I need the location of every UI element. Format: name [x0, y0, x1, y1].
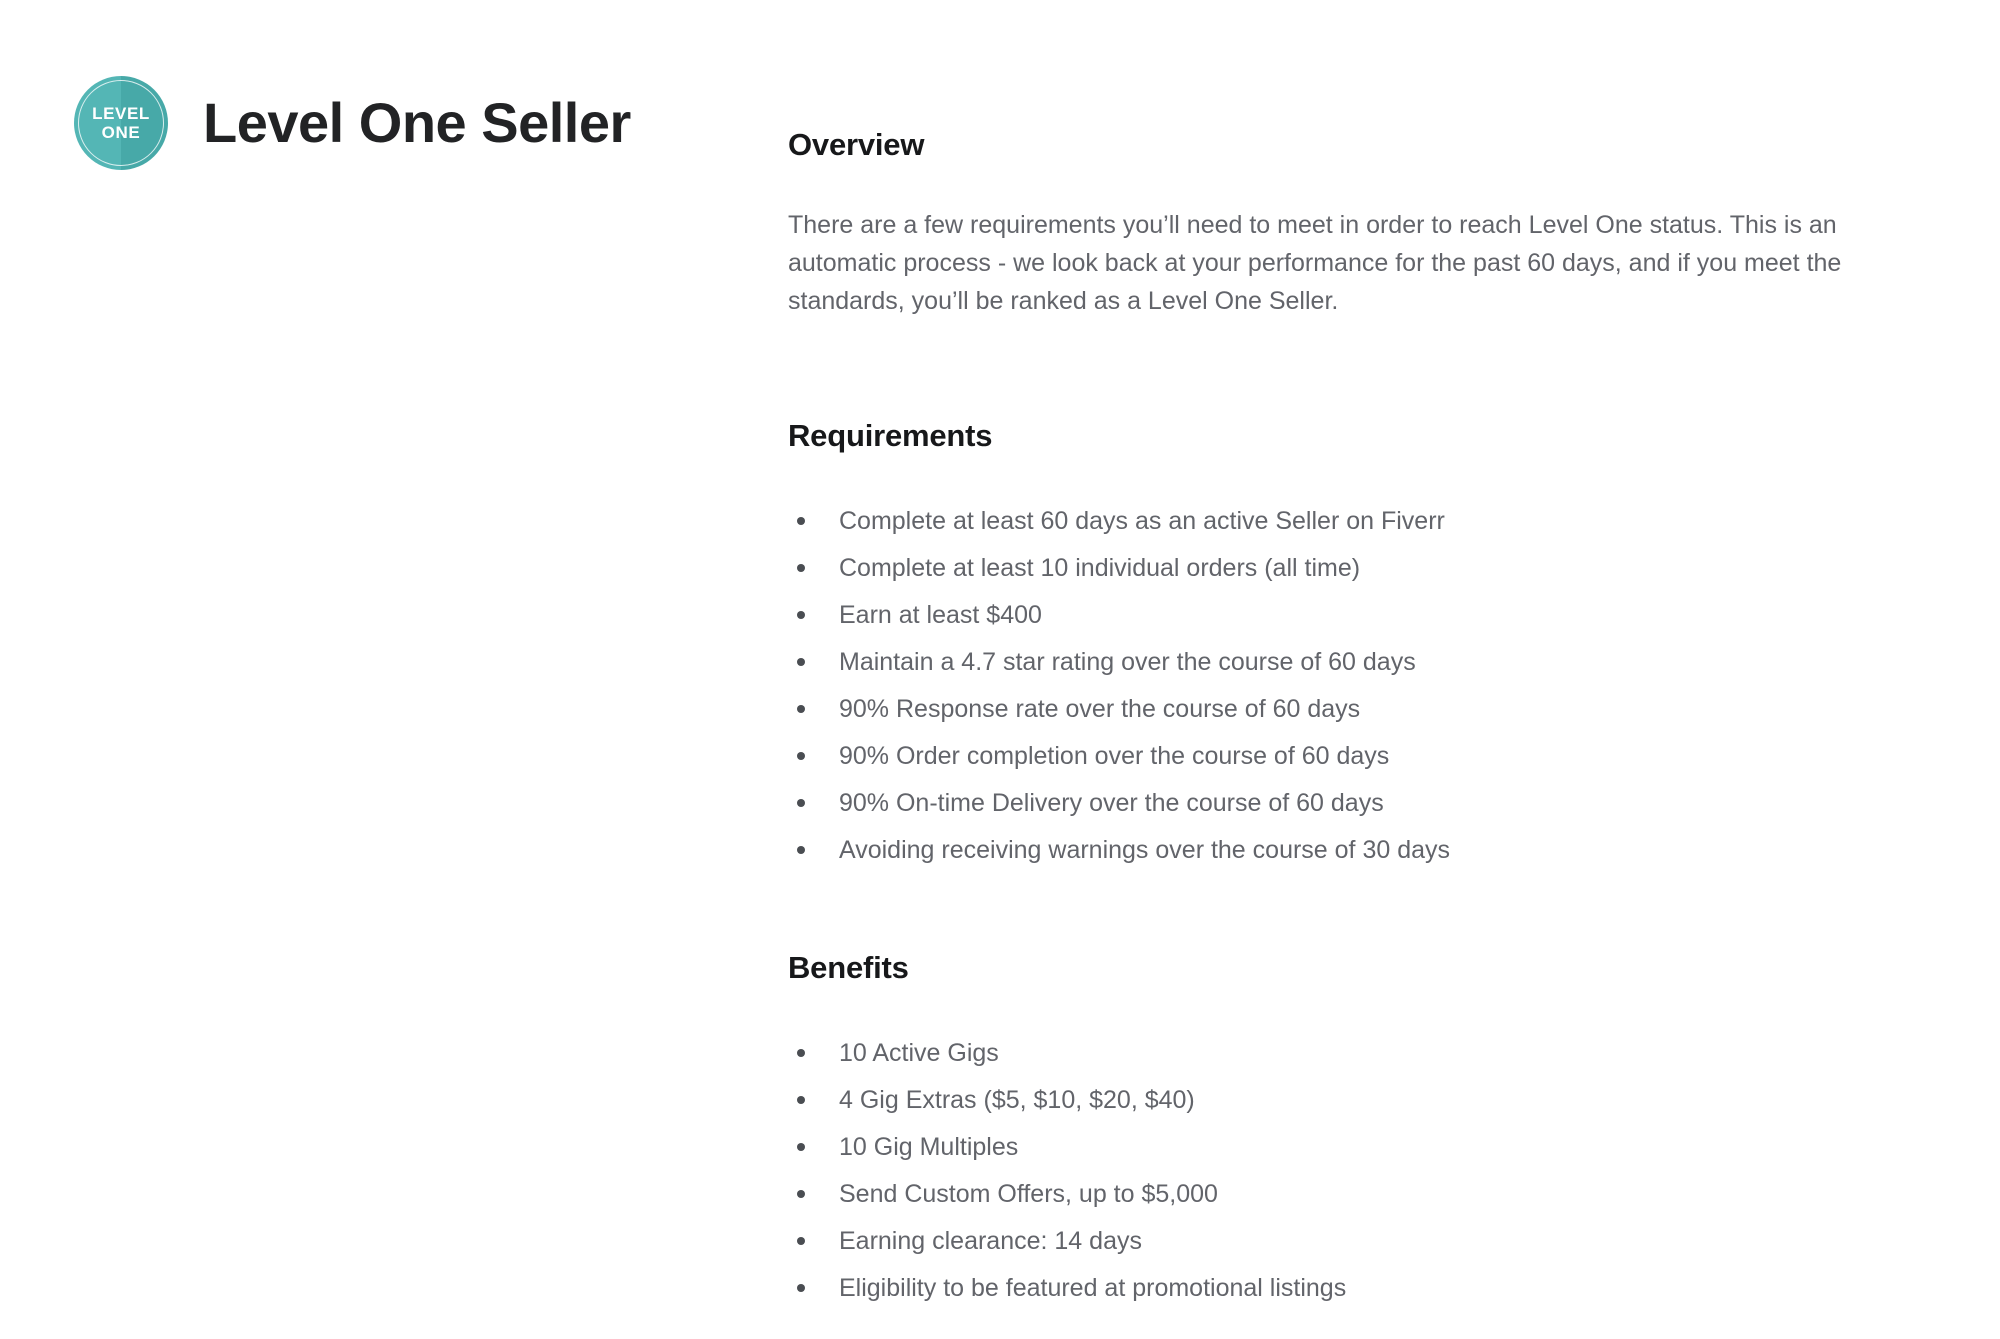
badge-text-level: LEVEL	[92, 104, 150, 123]
benefit-item	[788, 1275, 1933, 1301]
benefits-list	[788, 1040, 1933, 1301]
left-column	[0, 0, 788, 1339]
benefit-item	[788, 1040, 1933, 1066]
requirement-text: Complete at least 10 individual orders (all time)	[839, 554, 1361, 582]
requirement-item	[788, 696, 1933, 722]
benefit-item	[788, 1087, 1933, 1113]
requirement-item	[788, 508, 1933, 534]
bullet-dot-icon	[797, 1190, 805, 1198]
requirement-item	[788, 555, 1933, 581]
benefit-text: Earning clearance: 14 days	[839, 1227, 1142, 1255]
benefit-text: 10 Gig Multiples	[839, 1133, 1019, 1161]
seller-level-header	[74, 76, 788, 170]
bullet-dot-icon	[797, 1143, 805, 1151]
benefit-item	[788, 1134, 1933, 1160]
requirement-text: 90% On-time Delivery over the course of 60 days	[839, 789, 1384, 817]
bullet-dot-icon	[797, 846, 805, 854]
overview-paragraph: There are a few requirements you’ll need to meet in order to reach Level One status. This is an automatic process - we look back at your performance for the past 60 days, and if you meet the standards, you’ll be ranked as a Level One Seller.	[788, 211, 1842, 315]
overview-section	[788, 126, 1933, 320]
requirement-text: Complete at least 60 days as an active Seller on Fiverr	[839, 507, 1445, 535]
bullet-dot-icon	[797, 564, 805, 572]
benefit-text: 10 Active Gigs	[839, 1039, 999, 1067]
requirements-list	[788, 508, 1933, 863]
requirement-text: 90% Response rate over the course of 60 days	[839, 695, 1361, 723]
requirement-item	[788, 790, 1933, 816]
requirement-item	[788, 837, 1933, 863]
content-column	[788, 0, 1933, 1339]
bullet-dot-icon	[797, 1237, 805, 1245]
bullet-dot-icon	[797, 1049, 805, 1057]
bullet-dot-icon	[797, 705, 805, 713]
benefits-section	[788, 949, 1933, 1301]
bullet-dot-icon	[797, 611, 805, 619]
requirements-heading: Requirements	[788, 418, 993, 453]
overview-heading: Overview	[788, 127, 925, 162]
benefit-item	[788, 1181, 1933, 1207]
bullet-dot-icon	[797, 799, 805, 807]
requirement-text: Avoiding receiving warnings over the course of 30 days	[839, 836, 1450, 864]
requirement-item	[788, 649, 1933, 675]
bullet-dot-icon	[797, 517, 805, 525]
requirement-text: Earn at least $400	[839, 601, 1042, 629]
badge-text-one: ONE	[101, 123, 141, 142]
benefit-item	[788, 1228, 1933, 1254]
benefit-text: Eligibility to be featured at promotional listings	[839, 1274, 1347, 1302]
requirement-item	[788, 602, 1933, 628]
benefit-text: 4 Gig Extras ($5, $10, $20, $40)	[839, 1086, 1195, 1114]
bullet-dot-icon	[797, 658, 805, 666]
requirement-text: Maintain a 4.7 star rating over the course of 60 days	[839, 648, 1416, 676]
bullet-dot-icon	[797, 1284, 805, 1292]
requirement-item	[788, 743, 1933, 769]
level-one-badge-icon	[74, 76, 168, 170]
bullet-dot-icon	[797, 1096, 805, 1104]
benefit-text: Send Custom Offers, up to $5,000	[839, 1180, 1218, 1208]
benefits-heading: Benefits	[788, 950, 909, 985]
requirement-text: 90% Order completion over the course of 60 days	[839, 742, 1390, 770]
requirements-section	[788, 417, 1933, 863]
page-title: Level One Seller	[203, 91, 631, 154]
bullet-dot-icon	[797, 752, 805, 760]
